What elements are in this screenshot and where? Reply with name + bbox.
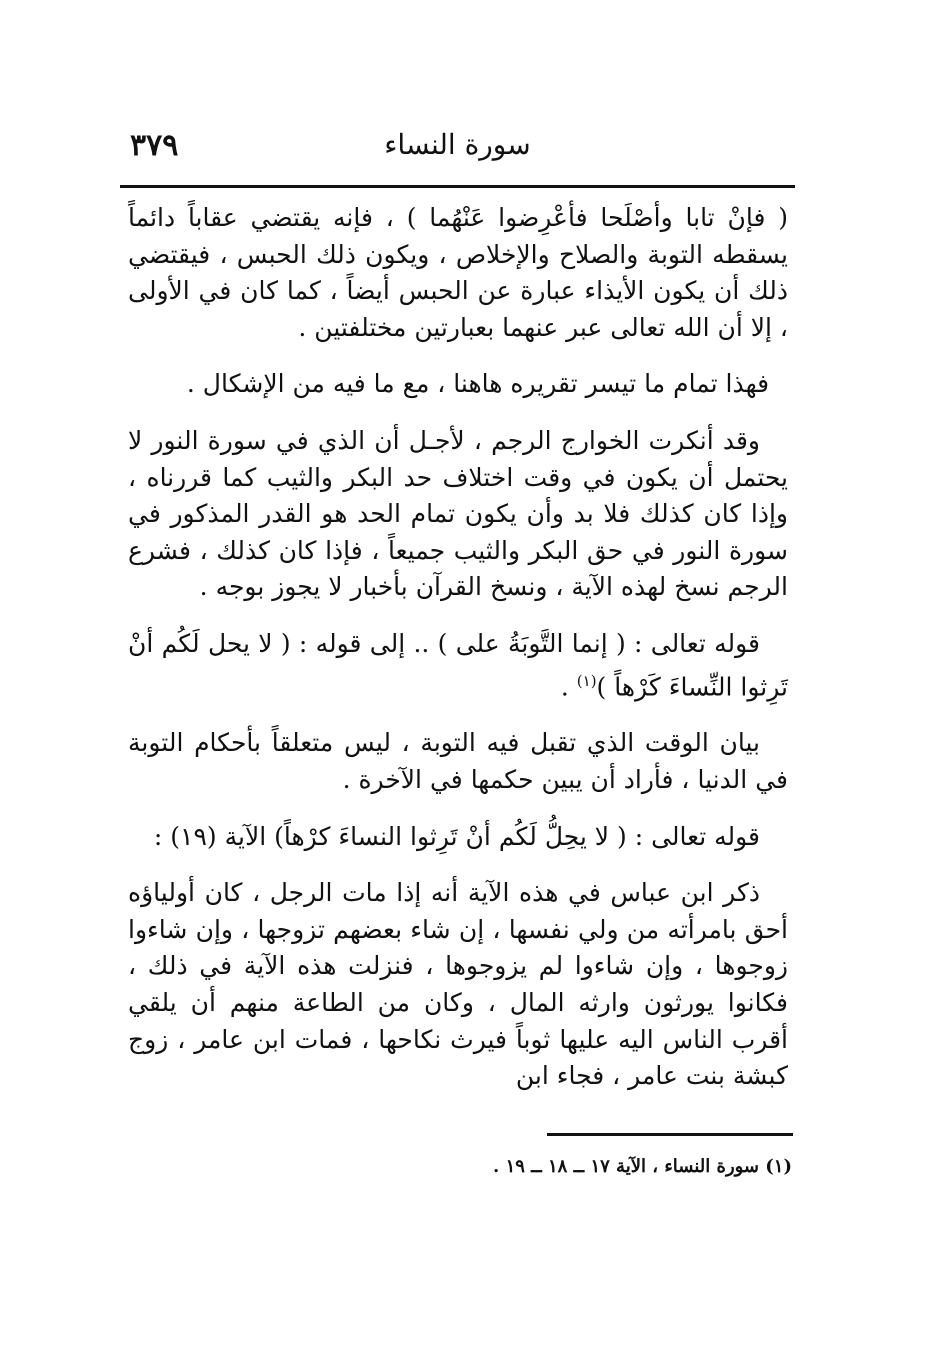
page-number: ٣٧٩ (130, 128, 179, 163)
page-title: سورة النساء (384, 128, 531, 161)
verse-text: قوله تعالى : ( إنما التَّوبَةُ على ) .. إلى قوله : ( لا يحل لَكُم أنْ تَرِثوا النِّساءَ كَرْهاً ) (128, 628, 788, 701)
paragraph-3: وقد أنكرت الخوارج الرجم ، لأجـل أن الذي في سورة النور لا يحتمل أن يكون في وقت اختلاف حد البكر والثيب كما قررناه ، وإذا كان كذلك فلا بد وأن يكون تمام الحد هو القدر المذكور في سورة النور في حق البكر والثيب جميعاً ، فإذا كان كذلك ، فشرع الرجم نسخ لهذه الآية ، ونسخ القرآن بأخبار لا يجوز بوجه . (128, 425, 788, 602)
footnote: (١) سورة النساء ، الآية ١٧ ــ ١٨ ــ ١٩ . (493, 1156, 792, 1177)
paragraph-5: ذكر ابن عباس في هذه الآية أنه إذا مات الرجل ، كان أولياؤه أحق بامرأته من ولي نفسها ، إن شاء بعضهم تزوجها ، وإن شاءوا زوجوها ، وإن شاءوا لم يزوجوها ، فنزلت هذه الآية في ذلك ، فكانوا يورثون وارثه المال ، وكان من الطاعة منهم أن يلقي أقرب الناس اليه عليها ثوباً فيرث نكاحها ، فمات ابن عامر ، زوج كبشة بنت عامر ، فجاء ابن (128, 878, 788, 1091)
footnote-marker: (١) (576, 671, 597, 690)
page-header (120, 120, 795, 170)
verse-heading: قوله تعالى : ( لا يحِلُّ لَكُم أنْ تَرِثوا النساءَ كرْهاً) الآية (١٩) : (153, 821, 760, 851)
header-divider (120, 185, 795, 188)
paragraph-1: ( فإنْ تابا وأصْلَحا فأعْرِضوا عَنْهُما ) ، فإنه يقتضي عقاباً دائماً يسقطه التوبة والصلاح والإخلاص ، ويكون ذلك الحبس ، فيقتضي ذلك أن يكون الأيذاء عبارة عن الحبس أيضاً ، كما كان في الأولى ، إلا أن الله تعالى عبر عنهما بعبارتين مختلفتين . (128, 203, 788, 342)
paragraph-4: بيان الوقت الذي تقبل فيه التوبة ، ليس متعلقاً بأحكام التوبة في الدنيا ، فأراد أن يبين حكمها في الآخرة . (128, 728, 788, 795)
paragraph-2: فهذا تمام ما تيسر تقريره هاهنا ، مع ما فيه من الإشكال . (186, 369, 770, 399)
footnote-divider (547, 1133, 793, 1136)
verse-paragraph (128, 626, 788, 706)
body-text (128, 200, 788, 1115)
verse-ending: . (560, 671, 577, 701)
